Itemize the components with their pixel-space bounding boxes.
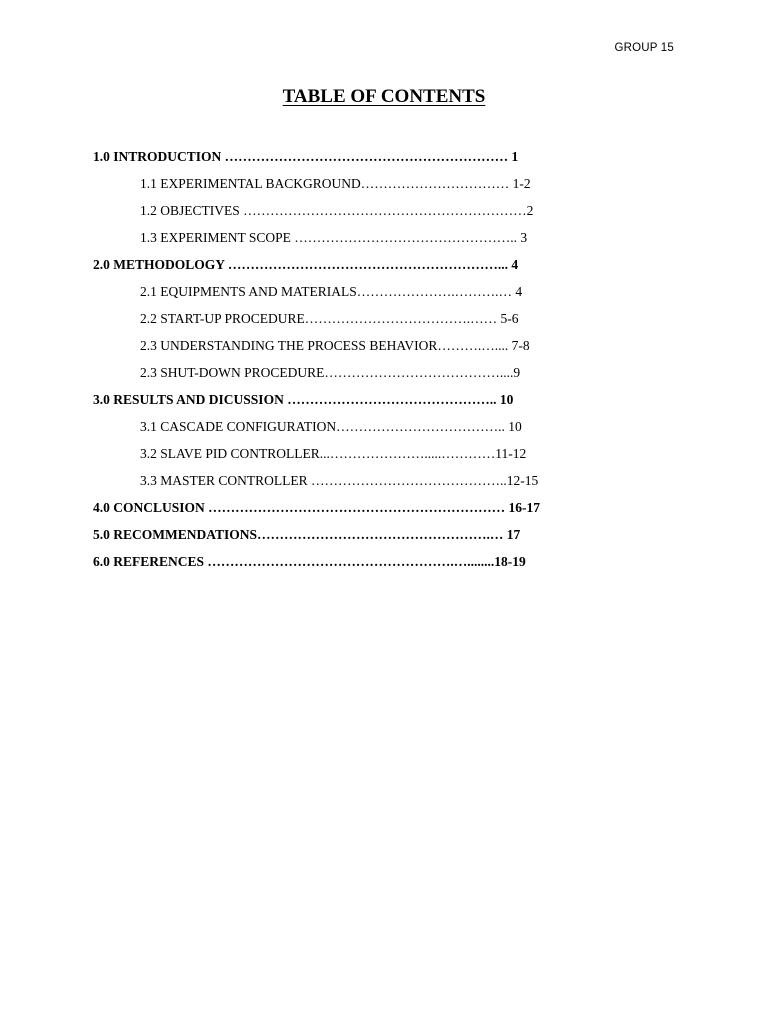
table-of-contents — [93, 143, 633, 575]
toc-entry-shut-down-procedure: 2.3 SHUT-DOWN PROCEDURE…………………………………....9 — [140, 365, 521, 380]
toc-entry-equipments-materials: 2.1 EQUIPMENTS AND MATERIALS………………….……….… 4 — [140, 284, 523, 299]
toc-entry-references: 6.0 REFERENCES ……………………………………………….…........18-19 — [93, 554, 526, 569]
toc-entry-recommendations: 5.0 RECOMMENDATIONS…………………………………………….… 17 — [93, 527, 521, 542]
toc-entry-process-behavior: 2.3 UNDERSTANDING THE PROCESS BEHAVIOR……….….... 7-8 — [140, 338, 530, 353]
toc-entry-objectives: 1.2 OBJECTIVES ………………………………………………………2 — [140, 203, 534, 218]
group-label: GROUP 15 — [614, 42, 674, 54]
toc-entry-conclusion: 4.0 CONCLUSION ………………………………………………………… 16-17 — [93, 500, 541, 515]
page-title: TABLE OF CONTENTS — [282, 86, 486, 107]
toc-entry-slave-pid-controller: 3.2 SLAVE PID CONTROLLER...………………….....…………11-12 — [140, 446, 527, 461]
toc-entry-introduction: 1.0 INTRODUCTION ……………………………………………………… 1 — [93, 149, 519, 164]
toc-entry-experiment-scope: 1.3 EXPERIMENT SCOPE ………………………………………….. 3 — [140, 230, 528, 245]
toc-entry-experimental-background: 1.1 EXPERIMENTAL BACKGROUND…………………………… 1-2 — [140, 176, 531, 191]
toc-entry-cascade-configuration: 3.1 CASCADE CONFIGURATION……………………………….. 10 — [140, 419, 522, 434]
toc-entry-master-controller: 3.3 MASTER CONTROLLER ……………………………………..12-15 — [140, 473, 539, 488]
toc-entry-results-discussion: 3.0 RESULTS AND DICUSSION ……………………………………….. 10 — [93, 392, 514, 407]
toc-entry-methodology: 2.0 METHODOLOGY ……………………………………………………... 4 — [93, 257, 519, 272]
toc-entry-start-up-procedure: 2.2 START-UP PROCEDURE……………………………….…… 5-6 — [140, 311, 519, 326]
